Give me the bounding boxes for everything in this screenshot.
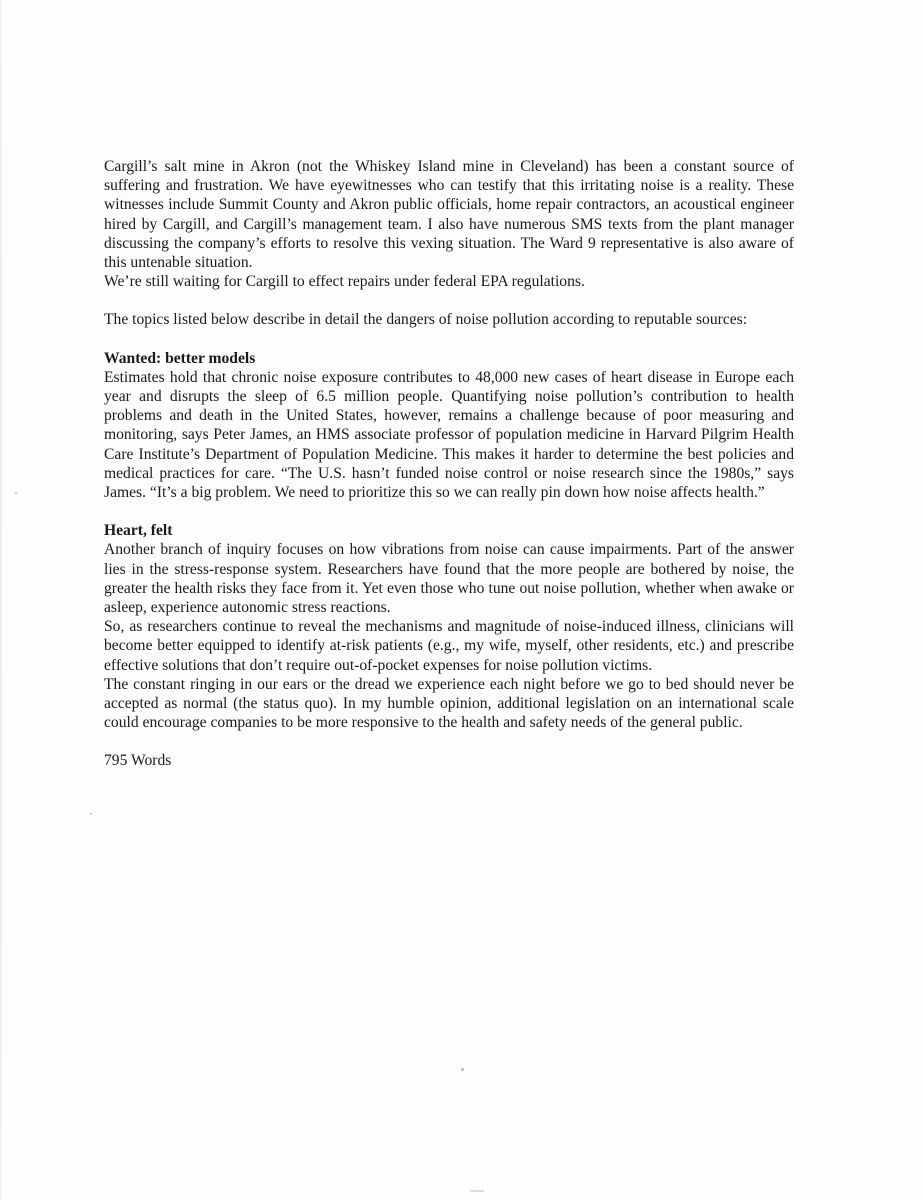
scan-speck [90,813,92,815]
paragraph-spacer [104,502,794,521]
section-paragraph-constant-ringing: The constant ringing in our ears or the dread we experience each night before we go to bed should never be accepted as normal (the status quo). In my humble opinion, additional legislation on an international scale could encourage companies to be more responsive to the health and safety needs of the general public. [104,675,794,732]
document-body [104,157,794,771]
scan-speck [15,492,17,494]
scan-speck [461,1068,464,1071]
paragraph-spacer [104,732,794,751]
paragraph-spacer [104,330,794,349]
section-body-better-models: Estimates hold that chronic noise exposure contributes to 48,000 new cases of heart disease in Europe each year and disrupts the sleep of 6.5 million people. Quantifying noise pollution’s contribution to health problems and death in the United States, however, remains a challenge because of poor measuring and monitoring, says Peter James, an HMS associate professor of population medicine in Harvard Pilgrim Health Care Institute’s Department of Population Medicine. This makes it harder to determine the best policies and medical practices for care. “The U.S. hasn’t funded noise control or noise research since the 1980s,” says James. “It’s a big problem. We need to prioritize this so we can really pin down how noise affects health.” [104,368,794,502]
section-heading-better-models: Wanted: better models [104,349,256,367]
intro-followup-paragraph: We’re still waiting for Cargill to effect repairs under federal EPA regulations. [104,273,585,291]
word-count: 795 Words [104,752,172,770]
scan-speck [470,1190,484,1192]
section-heading-heart-felt: Heart, felt [104,522,173,540]
section-paragraph-researchers: So, as researchers continue to reveal the mechanisms and magnitude of noise-induced illness, clinicians will become better equipped to identify at-risk patients (e.g., my wife, myself, other residents, etc.) and prescribe effective solutions that don’t require out-of-pocket expenses for noise pollution victims. [104,618,794,674]
section-paragraph-stress-response: Another branch of inquiry focuses on how vibrations from noise can cause impairments. Part of the answer lies in the stress-response system. Researchers have found that the more people are bothered by noise, the greater the health risks they face from it. Yet even those who tune out noise pollution, whether when awake or asleep, experience autonomic stress reactions. [104,541,794,617]
intro-paragraph: Cargill’s salt mine in Akron (not the Whiskey Island mine in Cleveland) has been a constant source of suffering and frustration. We have eyewitnesses who can testify that this irritating noise is a reality. These witnesses include Summit County and Akron public officials, home repair contractors, an acoustical engineer hired by Cargill, and Cargill’s management team. I also have numerous SMS texts from the plant manager discussing the company’s efforts to resolve this vexing situation. The Ward 9 representative is also aware of this untenable situation. [104,158,794,272]
topics-intro-paragraph: The topics listed below describe in detail the dangers of noise pollution according to reputable sources: [104,311,748,329]
paragraph-spacer [104,291,794,310]
page-edge-shadow [0,0,2,1200]
